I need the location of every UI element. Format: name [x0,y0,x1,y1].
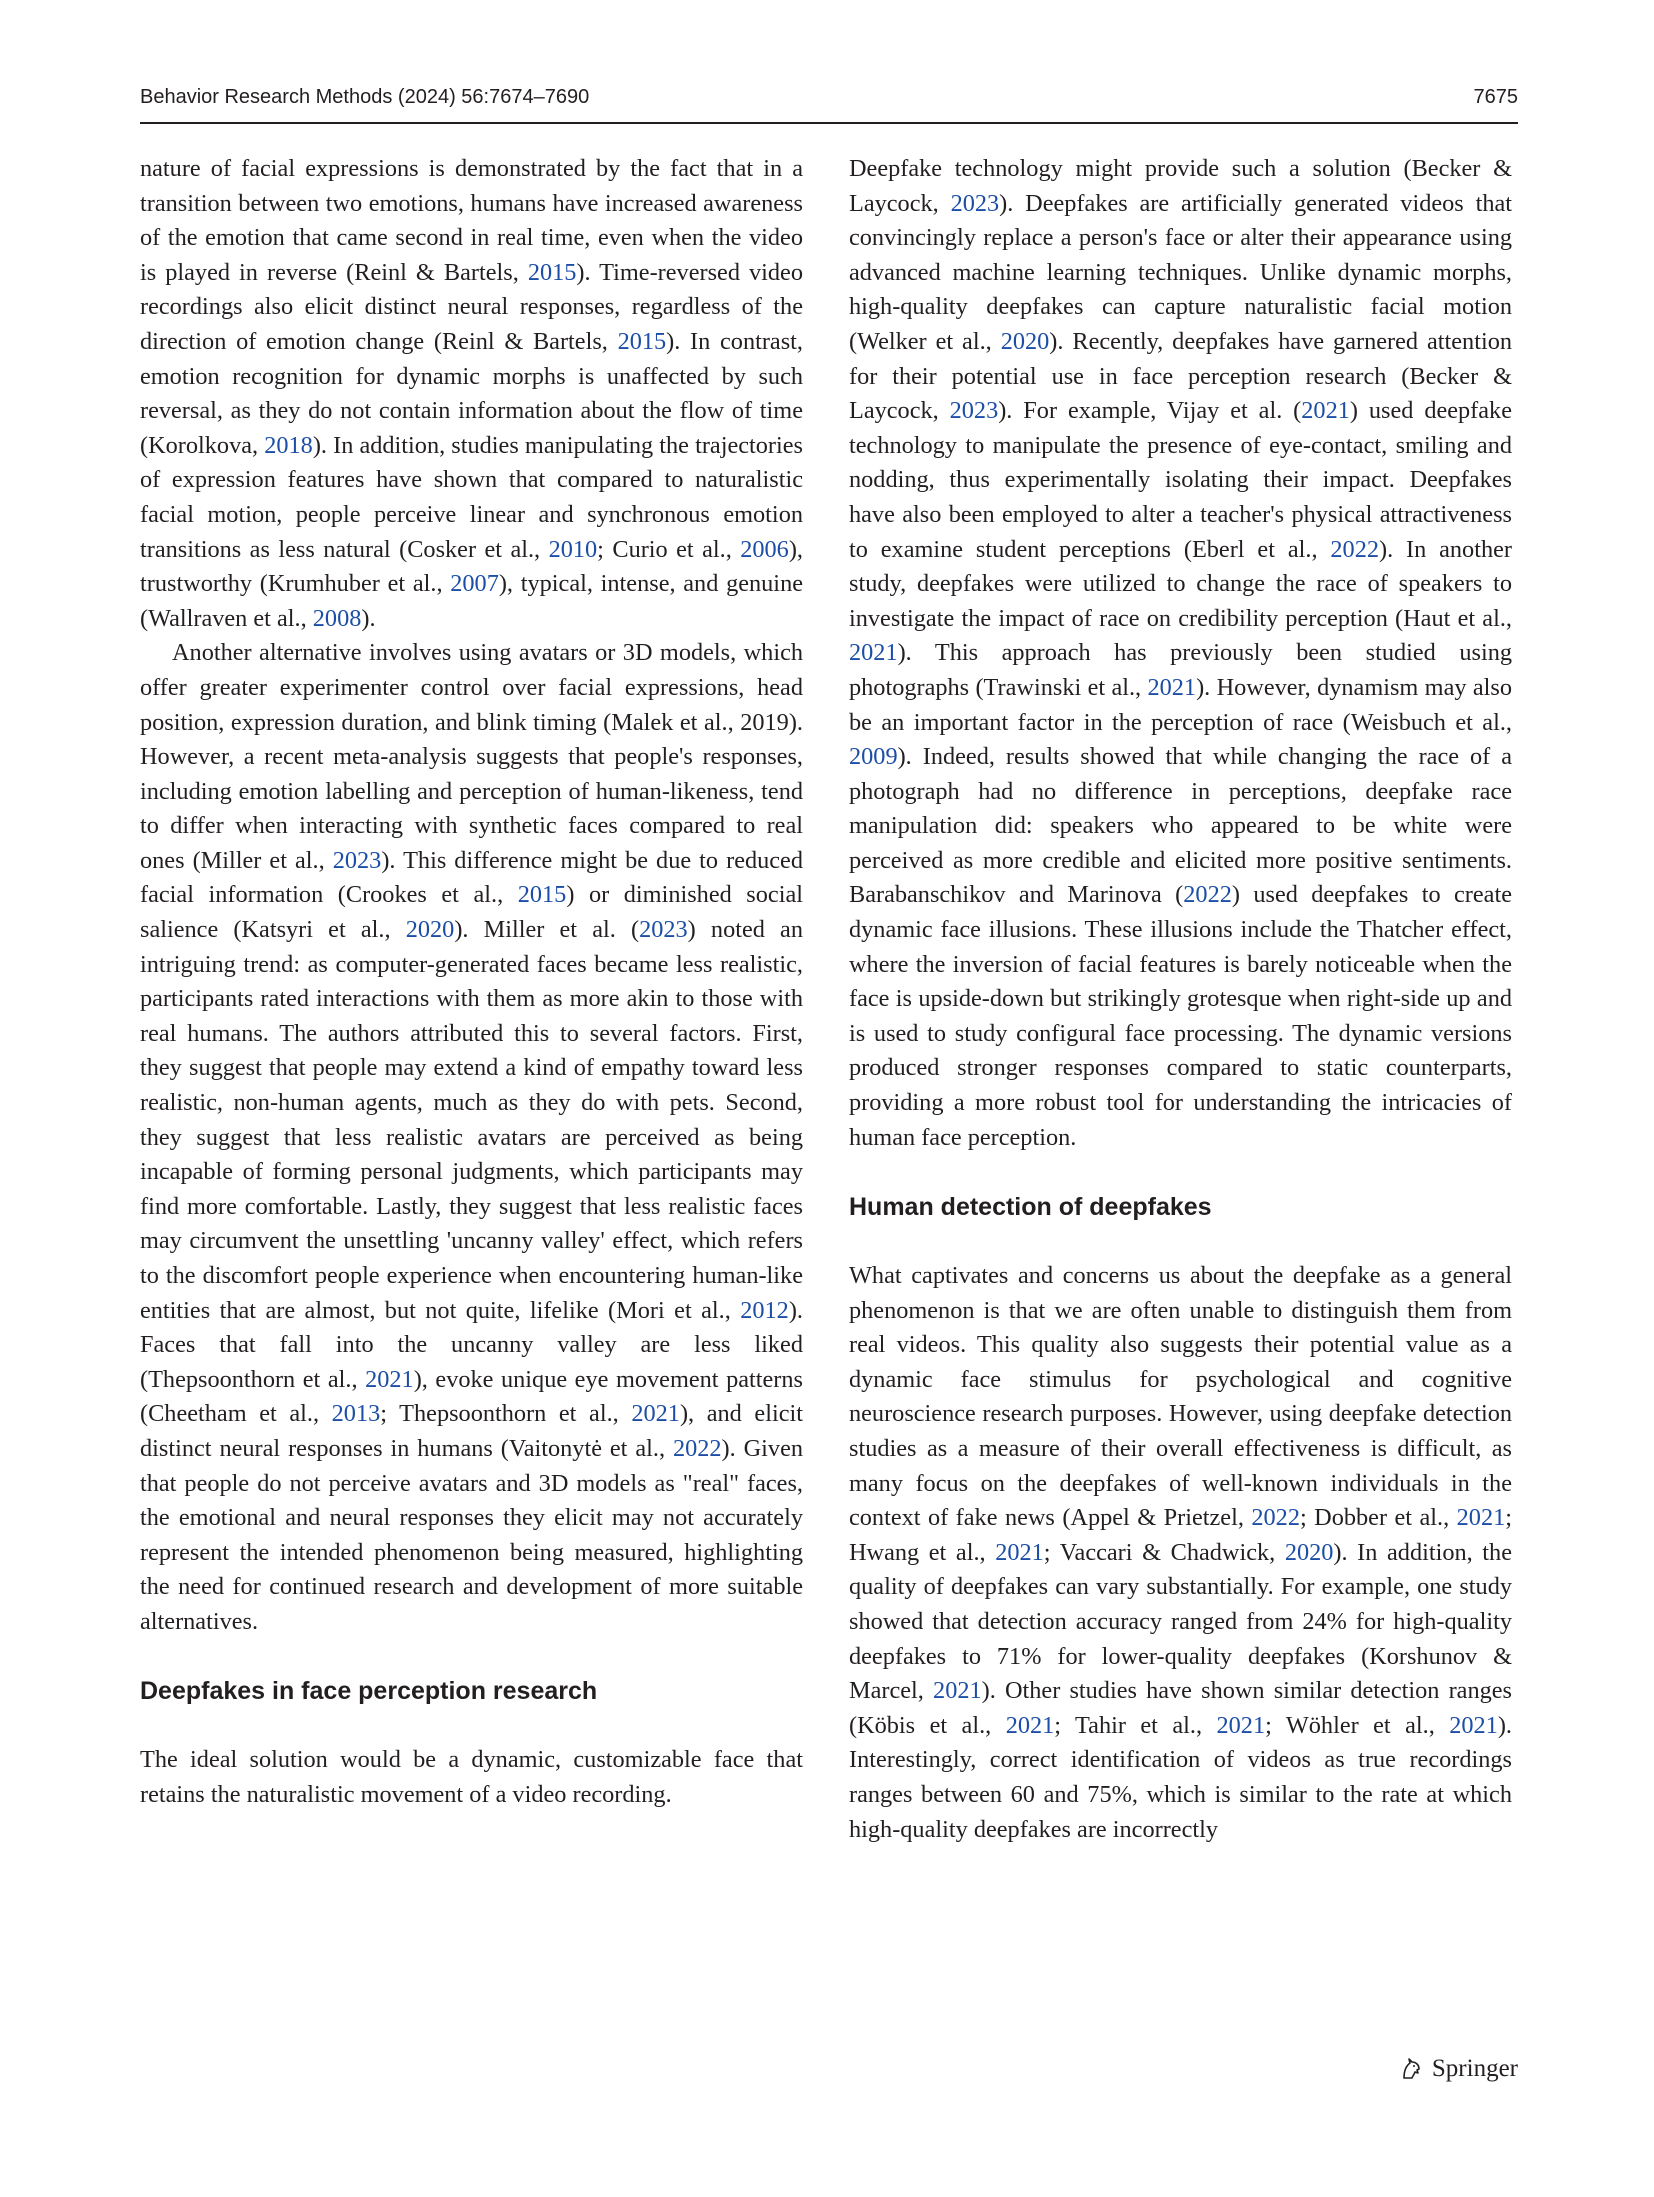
paragraph: The ideal solution would be a dynamic, customizable face that retains the naturalistic movement of a video recording. [140,1746,803,1808]
citation-link[interactable]: 2022 [1183,881,1232,909]
citation-link[interactable]: 2022 [1251,1504,1300,1532]
section-heading: Deepfakes in face perception research [140,1677,598,1706]
citation-link[interactable]: 2013 [331,1400,381,1428]
citation-link[interactable]: 2023 [950,189,1000,217]
section-spacer [849,1224,1512,1259]
paragraph: Deepfake technology might provide such a solution (Becker & Laycock, 2023). Deepfakes are artificially generated videos that convincingly replace a person's face or alter their appearance using advanced machine learning techniques. Unlike dynamic morphs, high-quality deepfakes can capture naturalistic facial motion (Welker et al., 2020). Recently, deepfakes have garnered attention for their potential use in face perception research (Becker & Laycock, 2023). For example, Vijay et al. (2021) used deepfake technology to manipulate the presence of eye-contact, smiling and nodding, thus experimentally isolating their impact. Deepfakes have also been employed to alter a teacher's physical attractiveness to examine student perceptions (Eberl et al., 2022). In another study, deepfakes were utilized to change the race of speakers to investigate the impact of race on credibility perception (Haut et al., 2021). This approach has previously been studied using photographs (Trawinski et al., 2021). However, dynamism may also be an important factor in the perception of race (Weisbuch et al., 2009). Indeed, results showed that while changing the race of a photograph had no difference in perceptions, deepfake race manipulation did: speakers who appeared to be white were perceived as more credible and elicited more positive sentiments. Barabanschikov and Marinova (2022) used deepfakes to create dynamic face illusions. These illusions include the Thatcher effect, where the inversion of facial features is barely noticeable when the face is upside-down but strikingly grotesque when right-side up and is used to study configural face processing. The dynamic versions produced stronger responses compared to static counterparts, providing a more robust tool for understanding the intricacies of human face perception. [849,155,1512,1151]
citation-link[interactable]: 2007 [450,570,499,598]
journal-citation: Behavior Research Methods (2024) 56:7674–7690 [140,86,590,108]
citation-link[interactable]: 2021 [631,1400,680,1428]
left-column [140,152,803,1813]
citation-link[interactable]: 2023 [332,846,382,874]
citation-link[interactable]: 2021 [1147,673,1197,701]
publisher-footer [1398,2055,1518,2083]
header-rule [140,122,1518,124]
page-number: 7675 [1473,86,1518,108]
citation-link[interactable]: 2021 [849,639,898,667]
right-column [849,152,1512,1847]
citation-link[interactable]: 2012 [740,1296,789,1324]
citation-link[interactable]: 2021 [1216,1711,1266,1739]
citation-link[interactable]: 2009 [849,743,898,771]
citation-link[interactable]: 2022 [672,1434,722,1462]
citation-link[interactable]: 2008 [312,604,362,632]
citation-link[interactable]: 2021 [1449,1711,1498,1739]
citation-link[interactable]: 2020 [1284,1538,1334,1566]
publisher-name: Springer [1431,2055,1518,2082]
citation-link[interactable]: 2018 [264,431,313,459]
citation-link[interactable]: 2023 [639,916,688,944]
citation-link[interactable]: 2022 [1330,535,1379,563]
citation-link[interactable]: 2015 [527,258,577,286]
section-spacer [849,1155,1512,1190]
citation-link[interactable]: 2006 [740,535,789,563]
citation-link[interactable]: 2010 [548,535,598,563]
citation-link[interactable]: 2015 [617,327,667,355]
citation-link[interactable]: 2021 [1005,1711,1055,1739]
citation-link[interactable]: 2023 [949,397,999,425]
citation-link[interactable]: 2015 [517,881,567,909]
paragraph: Another alternative involves using avatars or 3D models, which offer greater experimenter control over facial expressions, head position, expression duration, and blink timing (Malek et al., 2019). However, a recent meta-analysis suggests that people's responses, including emotion labelling and perception of human-likeness, tend to differ when interacting with synthetic faces compared to real ones (Miller et al., 2023). This difference might be due to reduced facial information (Crookes et al., 2015) or diminished social salience (Katsyri et al., 2020). Miller et al. (2023) noted an intriguing trend: as computer-generated faces became less realistic, participants rated interactions with them as more akin to those with real humans. The authors attributed this to several factors. First, they suggest that people may extend a kind of empathy toward less realistic, non-human agents, much as they do with pets. Second, they suggest that less realistic avatars are perceived as being incapable of forming personal judgments, which participants may find more comfortable. Lastly, they suggest that less realistic faces may circumvent the unsettling 'uncanny valley' effect, which refers to the discomfort people experience when encountering human-like entities that are almost, but not quite, lifelike (Mori et al., 2012). Faces that fall into the uncanny valley are less liked (Thepsoonthorn et al., 2021), evoke unique eye movement patterns (Cheetham et al., 2013; Thepsoonthorn et al., 2021), and elicit distinct neural responses in humans (Vaitonytė et al., 2022). Given that people do not perceive avatars and 3D models as "real" faces, the emotional and neural responses they elicit may not accurately represent the intended phenomenon being measured, highlighting the need for continued research and development of more suitable alternatives. [140,639,804,1635]
citation-link[interactable]: 2021 [365,1365,414,1393]
section-heading: Human detection of deepfakes [849,1192,1212,1221]
section-spacer [140,1640,803,1675]
paragraph: What captivates and concerns us about the deepfake as a general phenomenon is that we are often unable to distinguish them from real videos. This quality also suggests their potential value as a dynamic face stimulus for psychological and cognitive neuroscience research purposes. However, using deepfake detection studies as a measure of their overall effectiveness is difficult, as many focus on the deepfakes of well-known individuals in the context of fake news (Appel & Prietzel, 2022; Dobber et al., 2021; Hwang et al., 2021; Vaccari & Chadwick, 2020). In addition, the quality of deepfakes can vary substantially. For example, one study showed that detection accuracy ranged from 24% for high-quality deepfakes to 71% for lower-quality deepfakes (Korshunov & Marcel, 2021). Other studies have shown similar detection ranges (Köbis et al., 2021; Tahir et al., 2021; Wöhler et al., 2021). Interestingly, correct identification of videos as true recordings ranges between 60 and 75%, which is similar to the rate at which high-quality deepfakes are incorrectly [849,1262,1513,1843]
paragraph: nature of facial expressions is demonstrated by the fact that in a transition between two emotions, humans have increased awareness of the emotion that came second in real time, even when the video is played in reverse (Reinl & Bartels, 2015). Time-reversed video recordings also elicit distinct neural responses, regardless of the direction of emotion change (Reinl & Bartels, 2015). In contrast, emotion recognition for dynamic morphs is unaffected by such reversal, as they do not contain information about the flow of time (Korolkova, 2018). In addition, studies manipulating the trajectories of expression features have shown that compared to naturalistic facial motion, people perceive linear and synchronous emotion transitions as less natural (Cosker et al., 2010; Curio et al., 2006), trustworthy (Krumhuber et al., 2007), typical, intense, and genuine (Wallraven et al., 2008). [140,155,803,632]
citation-link[interactable]: 2021 [995,1538,1044,1566]
springer-horse-icon [1398,2056,1424,2082]
citation-link[interactable]: 2021 [1456,1504,1506,1532]
citation-link[interactable]: 2021 [1301,397,1350,425]
citation-link[interactable]: 2020 [1000,327,1050,355]
citation-link[interactable]: 2021 [933,1677,982,1705]
section-spacer [140,1709,803,1744]
citation-link[interactable]: 2020 [405,916,455,944]
